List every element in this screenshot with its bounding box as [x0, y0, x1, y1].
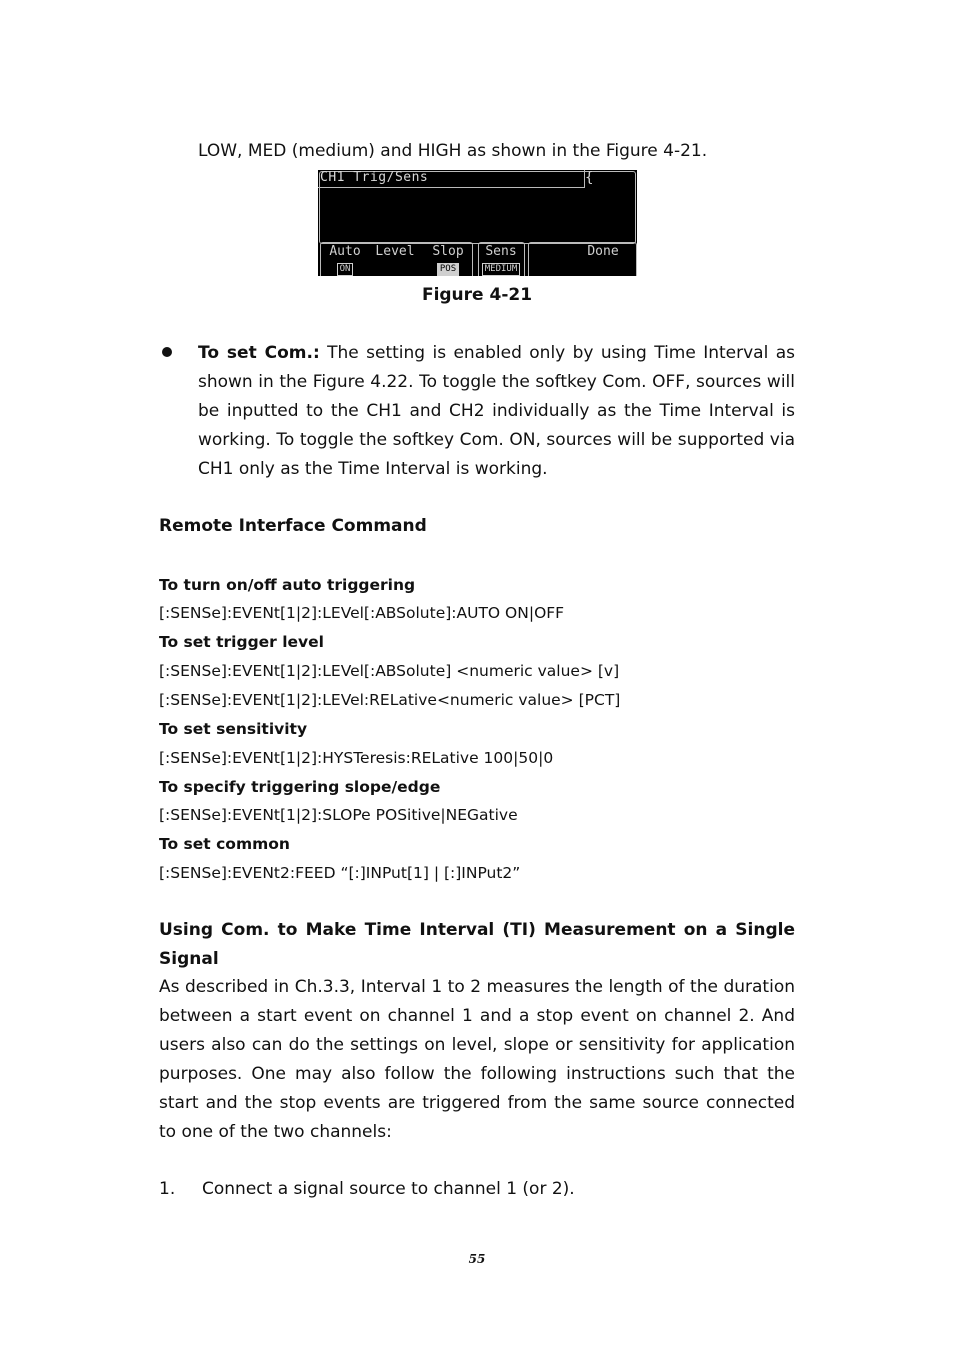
cmd-line-sensitivity: [:SENSe]:EVENt[1|2]:HYSTeresis:RELative 100|50|0 [159, 749, 554, 767]
screen-title: CH1 Trig/Sens [320, 170, 429, 185]
section-paragraph: As described in Ch.3.3, Interval 1 to 2 measures the length of the duration between a start event on channel 1 and a stop event on channel 2. And users also can do the settings on level, slope or sensitivity for application purposes. One may also follow the following instructions such that the start and the stop events are triggered from the same source connected to one of the two channels: [159, 977, 795, 1142]
cmd-heading-auto: To turn on/off auto triggering [159, 576, 416, 594]
screen-figure [318, 170, 637, 276]
softkey-level: Level [375, 244, 415, 259]
cmd-heading-common: To set common [159, 835, 290, 853]
page-number: 55 [468, 1252, 486, 1266]
cmd-line-level-abs: [:SENSe]:EVENt[1|2]:LEVel[:ABSolute] <numeric value> [v] [159, 662, 620, 680]
softkey-bar [318, 242, 637, 276]
section-heading: Using Com. to Make Time Interval (TI) Measurement on a Single Signal [159, 920, 795, 969]
step-number: 1. [159, 1179, 176, 1199]
remote-heading: Remote Interface Command [159, 516, 427, 536]
bullet-paragraph [198, 339, 795, 484]
bullet-text: The setting is enabled only by using Time Interval as shown in the Figure 4.22. To toggle the softkey Com. OFF, sources will be inputted to the CH1 and CH2 individually as the Time Interval is working. To toggle the softkey Com. ON, sources will be supported via CH1 only as the Time Interval is working. [198, 343, 795, 479]
softkey-done: Done [587, 244, 619, 259]
cmd-line-auto: [:SENSe]:EVENt[1|2]:LEVel[:ABSolute]:AUTO ON|OFF [159, 604, 565, 622]
softkey-slop: Slop POS [432, 244, 464, 274]
bullet-lead: To set Com.: [198, 343, 320, 363]
cmd-heading-slope: To specify triggering slope/edge [159, 778, 441, 796]
figure-caption: Figure 4-21 [421, 285, 533, 305]
step-text: Connect a signal source to channel 1 (or 2). [202, 1179, 575, 1199]
bullet-icon [162, 347, 172, 357]
brace-glyph: { [585, 170, 594, 186]
cmd-heading-level: To set trigger level [159, 633, 324, 651]
softkey-auto: Auto ON [329, 244, 361, 274]
cmd-line-slope: [:SENSe]:EVENt[1|2]:SLOPe POSitive|NEGative [159, 806, 518, 824]
cmd-line-level-rel: [:SENSe]:EVENt[1|2]:LEVel:RELative<numeric value> [PCT] [159, 691, 621, 709]
cmd-heading-sensitivity: To set sensitivity [159, 720, 308, 738]
cmd-line-common: [:SENSe]:EVENt2:FEED “[:]INPut[1] | [:]INPut2” [159, 864, 521, 882]
intro-line: LOW, MED (medium) and HIGH as shown in the Figure 4-21. [198, 141, 708, 161]
softkey-sens: Sens MEDIUM [476, 244, 526, 276]
